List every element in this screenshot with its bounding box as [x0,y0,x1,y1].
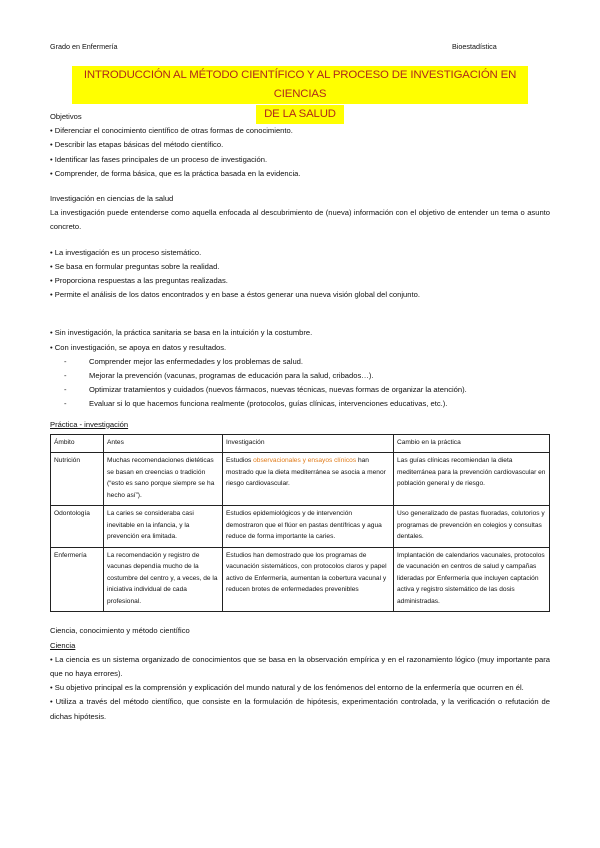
cell-cambio: Las guías clínicas recomiendan la dieta mediterránea para la prevención cardiovascular en población general y de riesgo. [394,453,550,506]
title-line-2: DE LA SALUD [256,105,344,124]
investigacion-item: • Se basa en formular preguntas sobre la realidad. [50,260,550,274]
title-line-1: INTRODUCCIÓN AL MÉTODO CIENTÍFICO Y AL PROCESO DE INVESTIGACIÓN EN CIENCIAS [72,66,528,104]
ciencia-subheading: Ciencia [50,640,76,650]
practice-research-table [50,434,550,613]
header-course: Grado en Enfermería [50,42,118,51]
dash-item: - Comprender mejor las enfermedades y los problemas de salud. [50,355,550,369]
header-subject: Bioestadística [452,42,497,51]
ciencia-item: • Su objetivo principal es la comprensión y explicación del mundo natural y de los fenómenos del entorno de la enfermería que ocurren en él. [50,681,550,695]
cell-ambito: Odontología [51,506,104,548]
cell-investigacion: Estudios han demostrado que los programas de vacunación sistemáticos, con protocolos claros y papel activo de Enfermería, aumentan la cobertura vacunal y reducen brotes de enfermedades prevenibles [223,547,394,612]
cell-antes: La caries se consideraba casi inevitable en la infancia, y la prevención era limitada. [104,506,223,548]
table-row [51,506,550,548]
table-header-row [51,434,550,453]
cell-investigacion [223,453,394,506]
investigacion-intro: La investigación puede entenderse como aquella enfocada al descubrimiento de (nueva) información con el objetivo de entender un tema o asunto concreto. [50,208,550,232]
objetivo-item: • Describir las etapas básicas del método científico. [50,138,550,152]
col-header: Investigación [223,434,394,453]
cell-antes: Muchas recomendaciones dietéticas se basan en creencias o tradición (“esto es sano porque siempre se ha hecho así”). [104,453,223,506]
objetivo-item: • Identificar las fases principales de un proceso de investigación. [50,153,550,167]
ciencia-heading: Ciencia, conocimiento y método científico [50,626,190,636]
cell-ambito: Enfermería [51,547,104,612]
cell-cambio: Uso generalizado de pastas fluoradas, colutorios y programas de prevención en colegios y consultas dentales. [394,506,550,548]
cell-ambito: Nutrición [51,453,104,506]
sin-investigacion: • Sin investigación, la práctica sanitaria se basa en la intuición y la costumbre. [50,326,550,340]
document-body [50,110,550,724]
highlighted-text: observacionales y ensayos clínicos [253,457,357,465]
cell-cambio: Implantación de calendarios vacunales, protocolos de vacunación en centros de salud y campañas lideradas por Enfermería que incluyen captación activa y registro sistemático de las dosis administradas. [394,547,550,612]
table-row [51,547,550,612]
dash-item: - Mejorar la prevención (vacunas, programas de educación para la salud, cribados…). [50,369,550,383]
dash-item: - Optimizar tratamientos y cuidados (nuevos fármacos, nuevas técnicas, nuevas formas de organizar la atención). [50,383,550,397]
table-caption: Práctica - investigación [50,419,129,429]
objetivo-item: • Diferenciar el conocimiento científico de otras formas de conocimiento. [50,124,550,138]
ciencia-item: • Utiliza a través del método científico, que consiste en la formulación de hipótesis, experimentación controlada, y la verificación o refutación de dichas hipótesis. [50,695,550,723]
investigacion-item: • Permite el análisis de los datos encontrados y en base a éstos generar una nueva visión global del conjunto. [50,288,550,302]
investigacion-item: • Proporciona respuestas a las preguntas realizadas. [50,274,550,288]
ciencia-item: • La ciencia es un sistema organizado de conocimientos que se basa en la observación empírica y en el razonamiento lógico (muy importante para que no haya errores). [50,653,550,681]
col-header: Cambio en la práctica [394,434,550,453]
cell-investigacion: Estudios epidemiológicos y de intervención demostraron que el flúor en pastas dentífricas y agua reduce de forma importante la caries. [223,506,394,548]
objetivos-heading: Objetivos [50,112,82,121]
objetivo-item: • Comprender, de forma básica, que es la práctica basada en la evidencia. [50,167,550,181]
con-investigacion: • Con investigación, se apoya en datos y resultados. [50,341,550,355]
investigacion-heading: Investigación en ciencias de la salud [50,194,174,204]
cell-text: Estudios [226,457,254,465]
col-header: Antes [104,434,223,453]
investigacion-item: • La investigación es un proceso sistemático. [50,246,550,260]
table-row [51,453,550,506]
cell-text: han mostrado que la dieta mediterránea se asocia a menor riesgo cardiovascular. [226,457,386,488]
dash-item: - Evaluar si lo que hacemos funciona realmente (protocolos, guías clínicas, intervenciones educativas, etc.). [50,397,550,411]
col-header: Ámbito [51,434,104,453]
cell-antes: La recomendación y registro de vacunas dependía mucho de la costumbre del centro y, a veces, de la iniciativa individual de cada profesional. [104,547,223,612]
